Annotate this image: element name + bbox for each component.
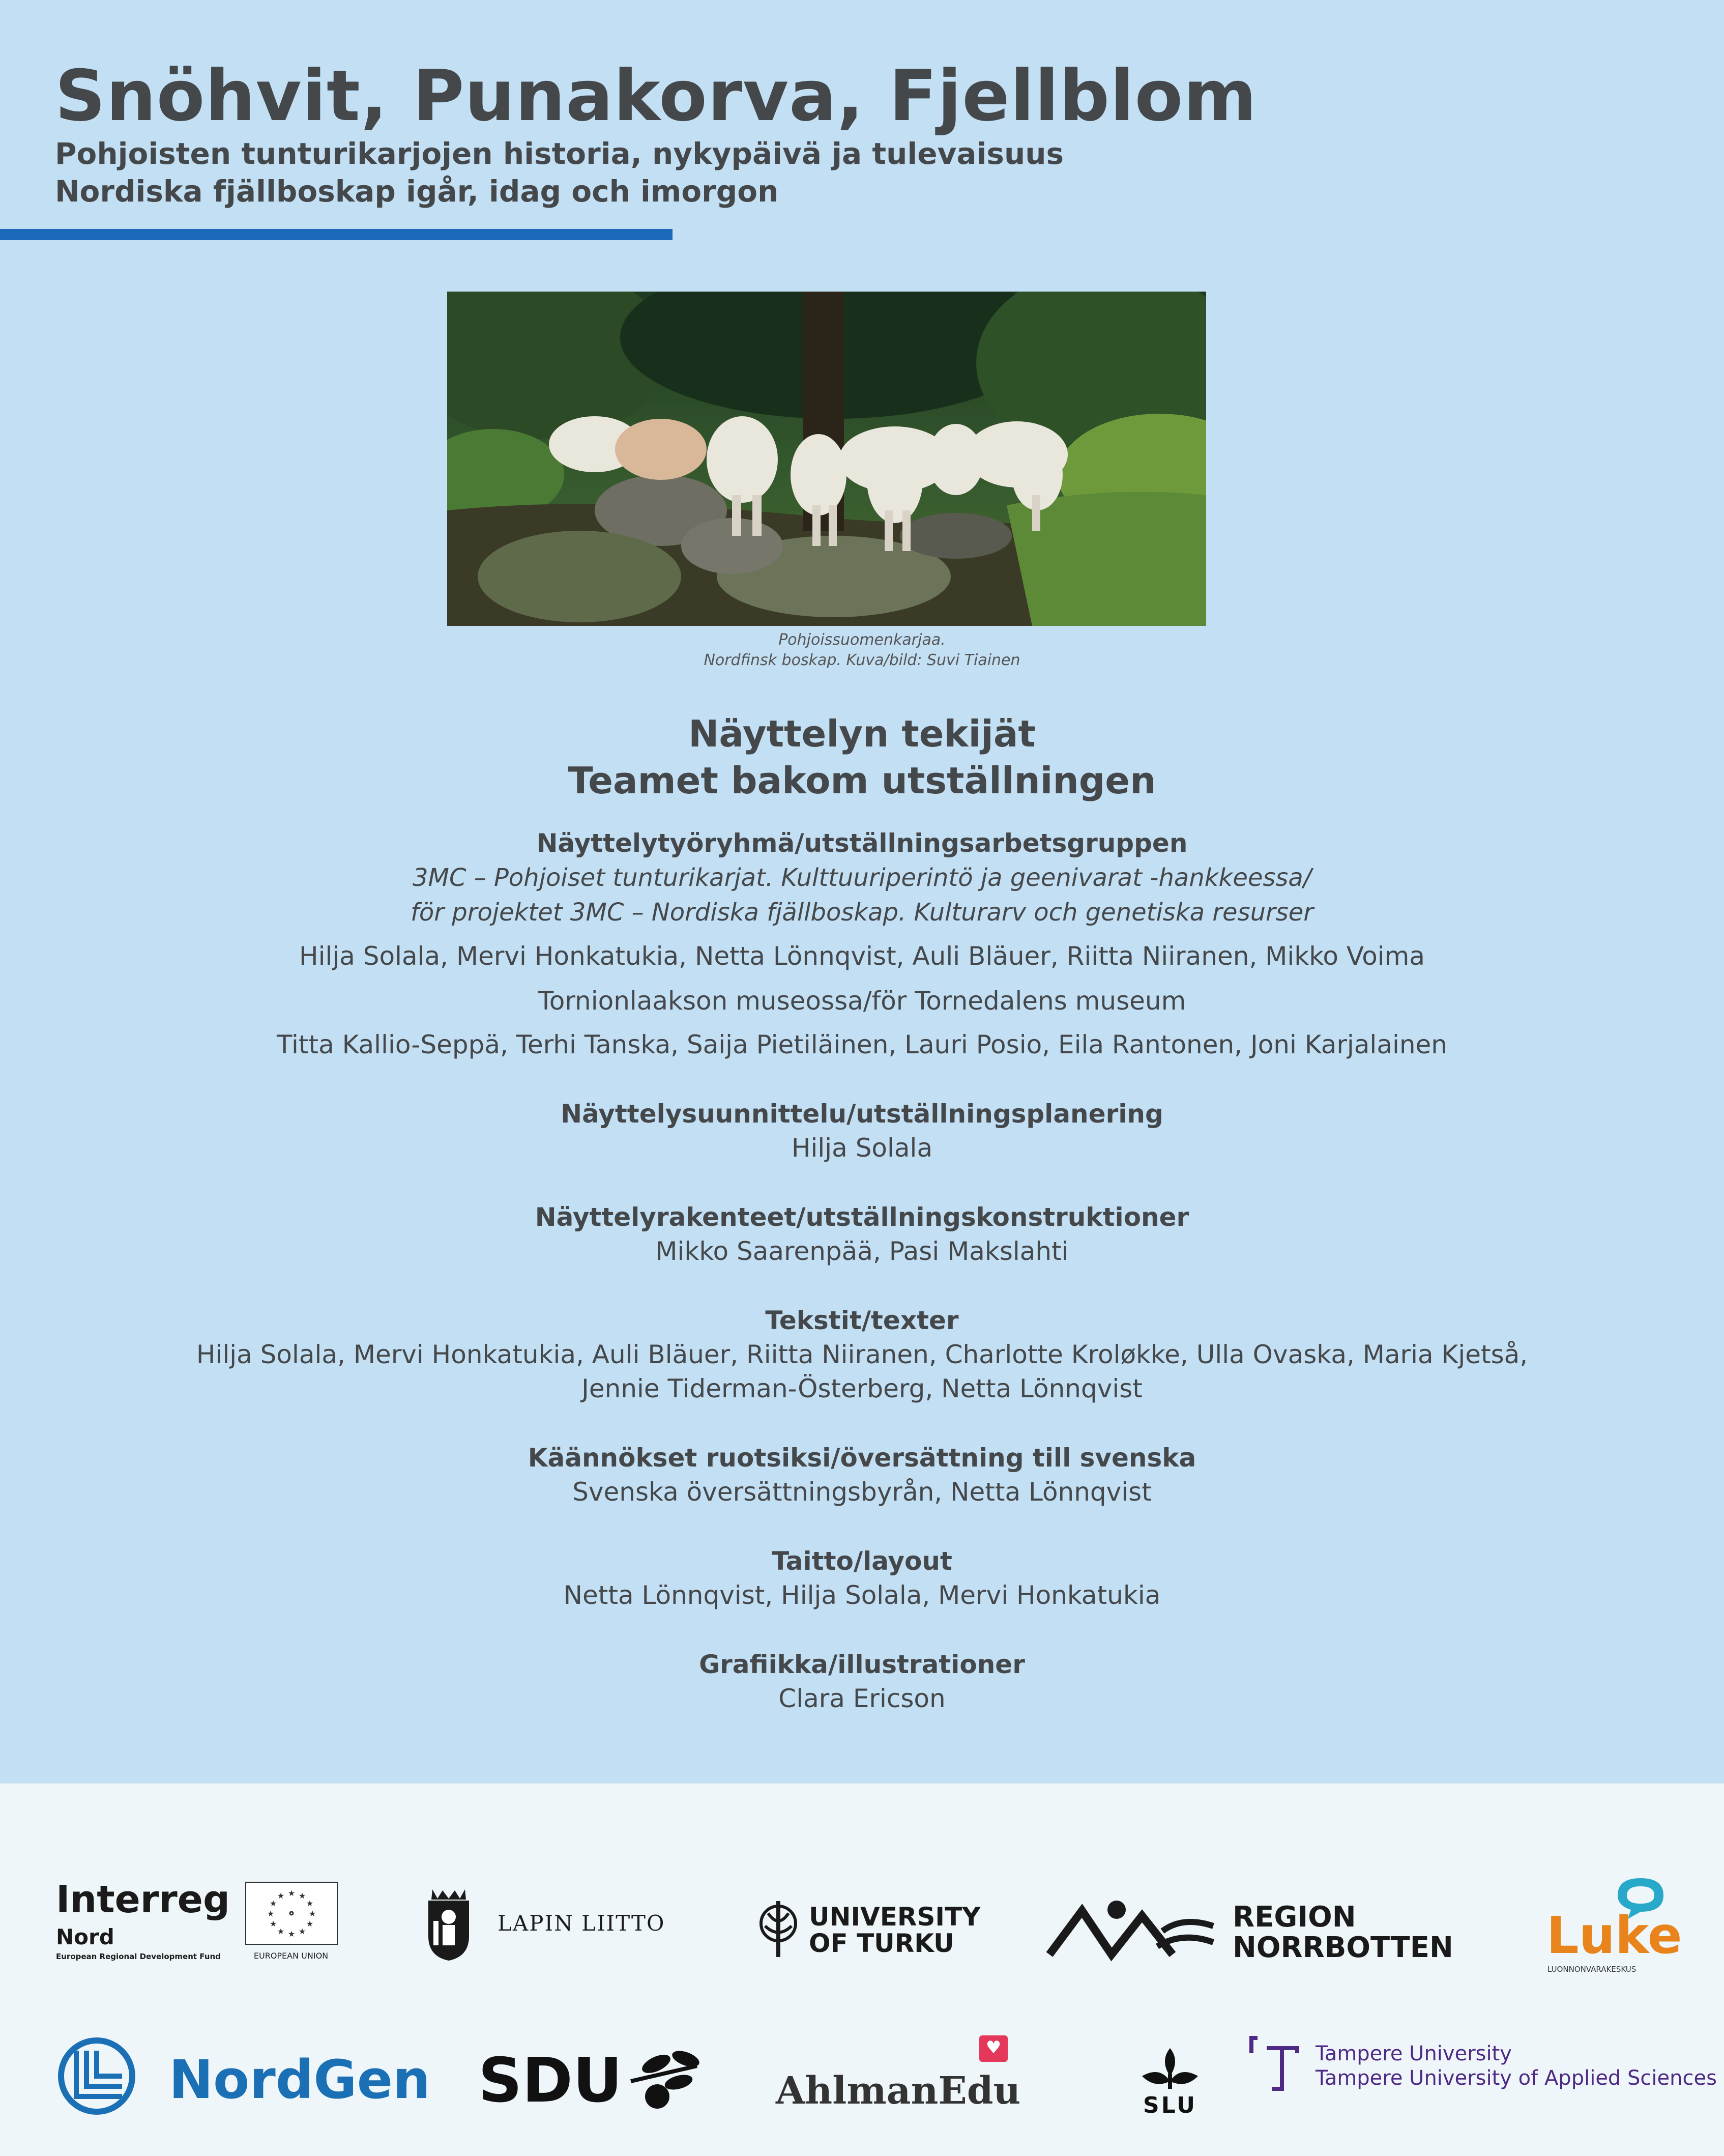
slu-leaf-icon — [1139, 2046, 1201, 2091]
luke-logo: Luke LUONNONVARAKESKUS — [1546, 1875, 1679, 1977]
slu-logo: SLU — [1134, 2046, 1206, 2117]
svg-text:★: ★ — [287, 1888, 296, 1898]
nordgen-globe-icon — [56, 2035, 137, 2117]
svg-text:★: ★ — [298, 1927, 306, 1936]
tampere-bracket-icon — [1246, 2033, 1302, 2094]
section-label: Grafiikka/illustrationer — [699, 1650, 1025, 1679]
subtitle-finnish: Pohjoisten tunturikarjojen historia, nykypäivä ja tulevaisuus — [55, 136, 1064, 171]
photo-caption-line2: Nordfinsk boskap. Kuva/bild: Suvi Tiainen — [704, 651, 1020, 669]
section-line: Hilja Solala — [791, 1133, 933, 1163]
section-line: Clara Ericson — [778, 1684, 946, 1713]
section-line: Hilja Solala, Mervi Honkatukia, Auli Bläuer, Riitta Niiranen, Charlotte Kroløkke, Ulla Ovaska, Maria Kjetså, — [196, 1340, 1528, 1369]
eu-flag-icon — [245, 1882, 338, 1945]
working-group-label: Näyttelytyöryhmä/utställningsarbetsgruppen — [536, 828, 1188, 858]
section-line: Mikko Saarenpää, Pasi Makslahti — [655, 1237, 1069, 1266]
interreg-logo: Interreg Nord European Regional Development Fund ★ ★ ★ ★ ★ ★ ★ ★ ★ ★ ★ ★ EUROPEAN UNION — [56, 1878, 341, 1964]
lapland-coat-of-arms-icon — [422, 1885, 475, 1962]
page-title: Snöhvit, Punakorva, Fjellblom — [55, 55, 1258, 137]
museum-label: Tornionlaakson museossa/för Tornedalens museum — [538, 986, 1186, 1016]
heart-badge-icon: ♥ — [979, 2035, 1008, 2062]
norrbotten-mountains-icon — [1045, 1895, 1218, 1962]
section-label: Käännökset ruotsiksi/översättning till svenska — [528, 1443, 1196, 1473]
apple-branch-icon — [626, 2046, 702, 2112]
sdu-logo: SDU — [478, 2040, 712, 2117]
section-label: Taitto/layout — [772, 1546, 952, 1576]
svg-text:★: ★ — [269, 1919, 277, 1929]
team-heading-finnish: Näyttelyn tekijät — [688, 712, 1036, 755]
section-label: Näyttelysuunnittelu/utställningsplanering — [561, 1099, 1163, 1129]
section-line: Svenska översättningsbyrån, Netta Lönnqvist — [572, 1477, 1152, 1507]
project-name-swedish: för projektet 3MC – Nordiska fjällboskap. Kulturarv och genetiska resurser — [410, 898, 1313, 927]
nordgen-logo: NordGen — [56, 2035, 422, 2117]
svg-text:★: ★ — [267, 1909, 275, 1918]
section-line: Jennie Tiderman-Österberg, Netta Lönnqvist — [581, 1374, 1143, 1403]
svg-text:★: ★ — [277, 1927, 285, 1936]
svg-text:★: ★ — [306, 1919, 314, 1929]
section-label: Tekstit/texter — [765, 1306, 959, 1335]
ahlmanedu-logo: ♥ AhlmanEdu — [776, 2035, 1020, 2117]
section-line: Netta Lönnqvist, Hilja Solala, Mervi Honkatukia — [563, 1580, 1161, 1610]
header-rule — [0, 229, 673, 240]
tampere-university-logo: Tampere University Tampere University of Applied Sciences — [1246, 2033, 1704, 2099]
project-name-finnish: 3MC – Pohjoiset tunturikarjat. Kulttuuriperintö ja geenivarat -hankkeessa/ — [413, 864, 1311, 892]
region-norrbotten-logo: REGION NORRBOTTEN — [1045, 1895, 1452, 1962]
museum-members: Titta Kallio-Seppä, Terhi Tanska, Saija Pietiläinen, Lauri Posio, Eila Rantonen, Joni Karjalainen — [276, 1030, 1447, 1059]
svg-text:★: ★ — [308, 1909, 316, 1918]
section-label: Näyttelyrakenteet/utställningskonstruktioner — [535, 1202, 1189, 1232]
subtitle-swedish: Nordiska fjällboskap igår, idag och imorgon — [55, 174, 779, 209]
working-group-members: Hilja Solala, Mervi Honkatukia, Netta Lönnqvist, Auli Bläuer, Riitta Niiranen, Mikko Voima — [299, 941, 1425, 971]
cattle-photo — [447, 292, 1206, 626]
svg-text:★: ★ — [298, 1891, 306, 1901]
svg-text:★: ★ — [269, 1899, 277, 1908]
university-of-turku-logo: UNIVERSITY OF TURKU — [758, 1898, 992, 1959]
photo-caption-line1: Pohjoissuomenkarjaa. — [778, 631, 946, 649]
team-heading-swedish: Teamet bakom utställningen — [568, 759, 1156, 802]
svg-text:★: ★ — [277, 1891, 285, 1901]
lapin-liitto-logo: LAPIN LIITTO — [422, 1885, 666, 1962]
svg-text:★: ★ — [287, 1929, 296, 1939]
svg-text:★: ★ — [306, 1899, 314, 1908]
turku-emblem-icon — [758, 1898, 799, 1959]
